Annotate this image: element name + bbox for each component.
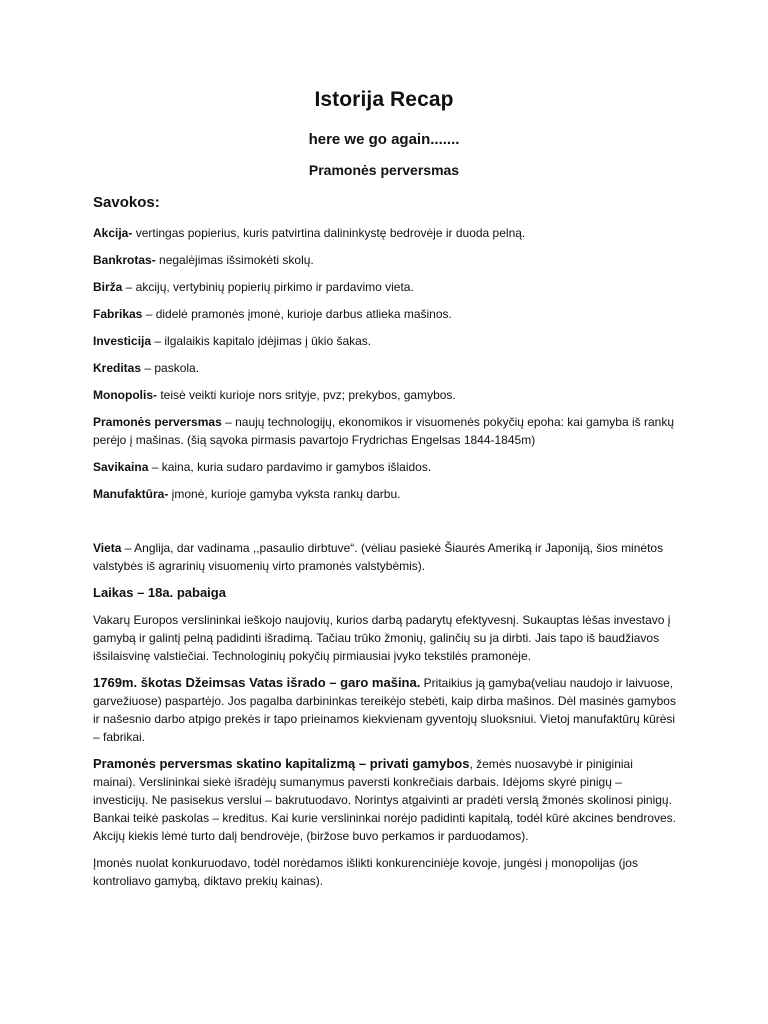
term-definition: – ilgalaikis kapitalo įdėjimas į ūkio šakas. <box>151 334 372 348</box>
term-item <box>93 359 676 377</box>
term-item <box>93 386 676 404</box>
term-item <box>93 251 676 269</box>
capitalism-lead: Pramonės perversmas skatino kapitalizmą – privati gamybos <box>93 756 470 771</box>
term-item <box>93 458 676 476</box>
monopoly-paragraph: Įmonės nuolat konkuruodavo, todėl norėdamos išlikti konkurenciniėje kovoje, jungėsi į monopolijas (jos kontroliavo gamybą, diktavo prekių kainas). <box>93 856 638 888</box>
place-text: – Anglija, dar vadinama ,,pasaulio dirbtuve“. (vėliau pasiekė Šiaurės Ameriką ir Japoniją, šios minėtos valstybės iš agrarinių visuomenių virto pramonės valstybėmis). <box>93 541 664 573</box>
term-item <box>93 413 676 449</box>
term-definition: vertingas popierius, kuris patvirtina dalininkystę bedrovėje ir duoda pelną. <box>132 226 526 240</box>
term-item <box>93 305 676 323</box>
term-definition: – akcijų, vertybinių popierių pirkimo ir pardavimo vieta. <box>122 280 414 294</box>
term-definition: – paskola. <box>141 361 200 375</box>
term-item <box>93 485 676 503</box>
term-definition: teisė veikti kurioje nors srityje, pvz; prekybos, gamybos. <box>156 388 456 402</box>
terms-list <box>93 224 676 512</box>
capitalism-text: , žemės nuosavybė ir piniginiai mainai). Verslininkai siekė išradėjų sumanymus paversti konkrečiais darbais. Idėjoms skyrė pinigų – investicijų. Ne pasisekus verslui – bakrutuodavo. Norintys atgaivinti ar pradėti verslą žmonės skolinosi pinigų. Bankai teikė paskolas – kreditus. Kai kurie verslininkai norėjo padidinti kapitalą, todėl kūrė akcines bendroves. Akcijų kiekis lėmė turto dalį bendrovėje, (biržose buvo perkamos ir parduodamos). <box>93 757 676 843</box>
section-title: Pramonės perversmas <box>308 162 460 178</box>
steam-engine-paragraph <box>93 674 676 746</box>
term-name: Pramonės perversmas <box>93 415 222 429</box>
term-definition: – naujų technologijų, ekonomikos ir visuomenės pokyčių epoha: kai gamyba iš rankų perėjo į mašinas. (šią sąvoka pirmasis pavartojo Frydrichas Engelsas 1844-1845m) <box>93 415 675 447</box>
term-name: Monopolis- <box>93 388 157 402</box>
term-definition: – didelė pramonės įmonė, kurioje darbus atlieka mašinos. <box>142 307 452 321</box>
steam-engine-text: Pritaikius ją gamyba(veliau naudojo ir laivuose, garvežiuose) paspartėjo. Jos pagalba darbininkas tereikėjo stebėti, kaip dirba mašinos. Dėl masinės gamybos ir našesnio darbo atpigo prekės ir tapo prieinamos kiekvienam gyventojų sluoksniui. Vietoj manufaktūrų kūrėsi – fabrikai. <box>93 676 676 744</box>
steam-engine-lead: 1769m. škotas Džeimsas Vatas išrado – garo mašina. <box>93 675 421 690</box>
document-subtitle: here we go again....... <box>308 131 460 148</box>
term-item <box>93 332 676 350</box>
place-paragraph <box>93 539 676 575</box>
term-name: Investicija <box>93 334 152 348</box>
document-title: Istorija Recap <box>314 88 454 111</box>
term-definition: – kaina, kuria sudaro pardavimo ir gamybos išlaidos. <box>148 460 432 474</box>
term-name: Kreditas <box>93 361 142 375</box>
time-paragraph: Laikas – 18a. pabaiga <box>93 585 226 600</box>
term-definition: įmonė, kurioje gamyba vyksta rankų darbu. <box>168 487 401 501</box>
term-name: Fabrikas <box>93 307 143 321</box>
term-name: Bankrotas- <box>93 253 156 267</box>
term-name: Manufaktūra- <box>93 487 169 501</box>
term-name: Birža <box>93 280 123 294</box>
body-content <box>93 539 676 899</box>
term-item <box>93 278 676 296</box>
capitalism-paragraph <box>93 755 676 845</box>
term-definition: negalėjimas išsimokėti skolų. <box>155 253 314 267</box>
place-label: Vieta <box>93 541 122 555</box>
term-name: Akcija- <box>93 226 133 240</box>
term-name: Savikaina <box>93 460 149 474</box>
term-item <box>93 224 676 242</box>
body-paragraph: Vakarų Europos verslininkai ieškojo naujovių, kurios darbą padarytų efektyvesnį. Sukauptas lėšas investavo į gamybą ir galintį pelną padidinti išradimą. Tačiau trūko žmonių, galinčių su ja dirbti. Jais tapo iš baudžiavos išsilaisvinę valstiečiai. Technologinių pokyčių pirmiausiai įvyko tekstilės pramonėje. <box>93 613 671 663</box>
terms-heading: Savokos: <box>93 194 160 211</box>
